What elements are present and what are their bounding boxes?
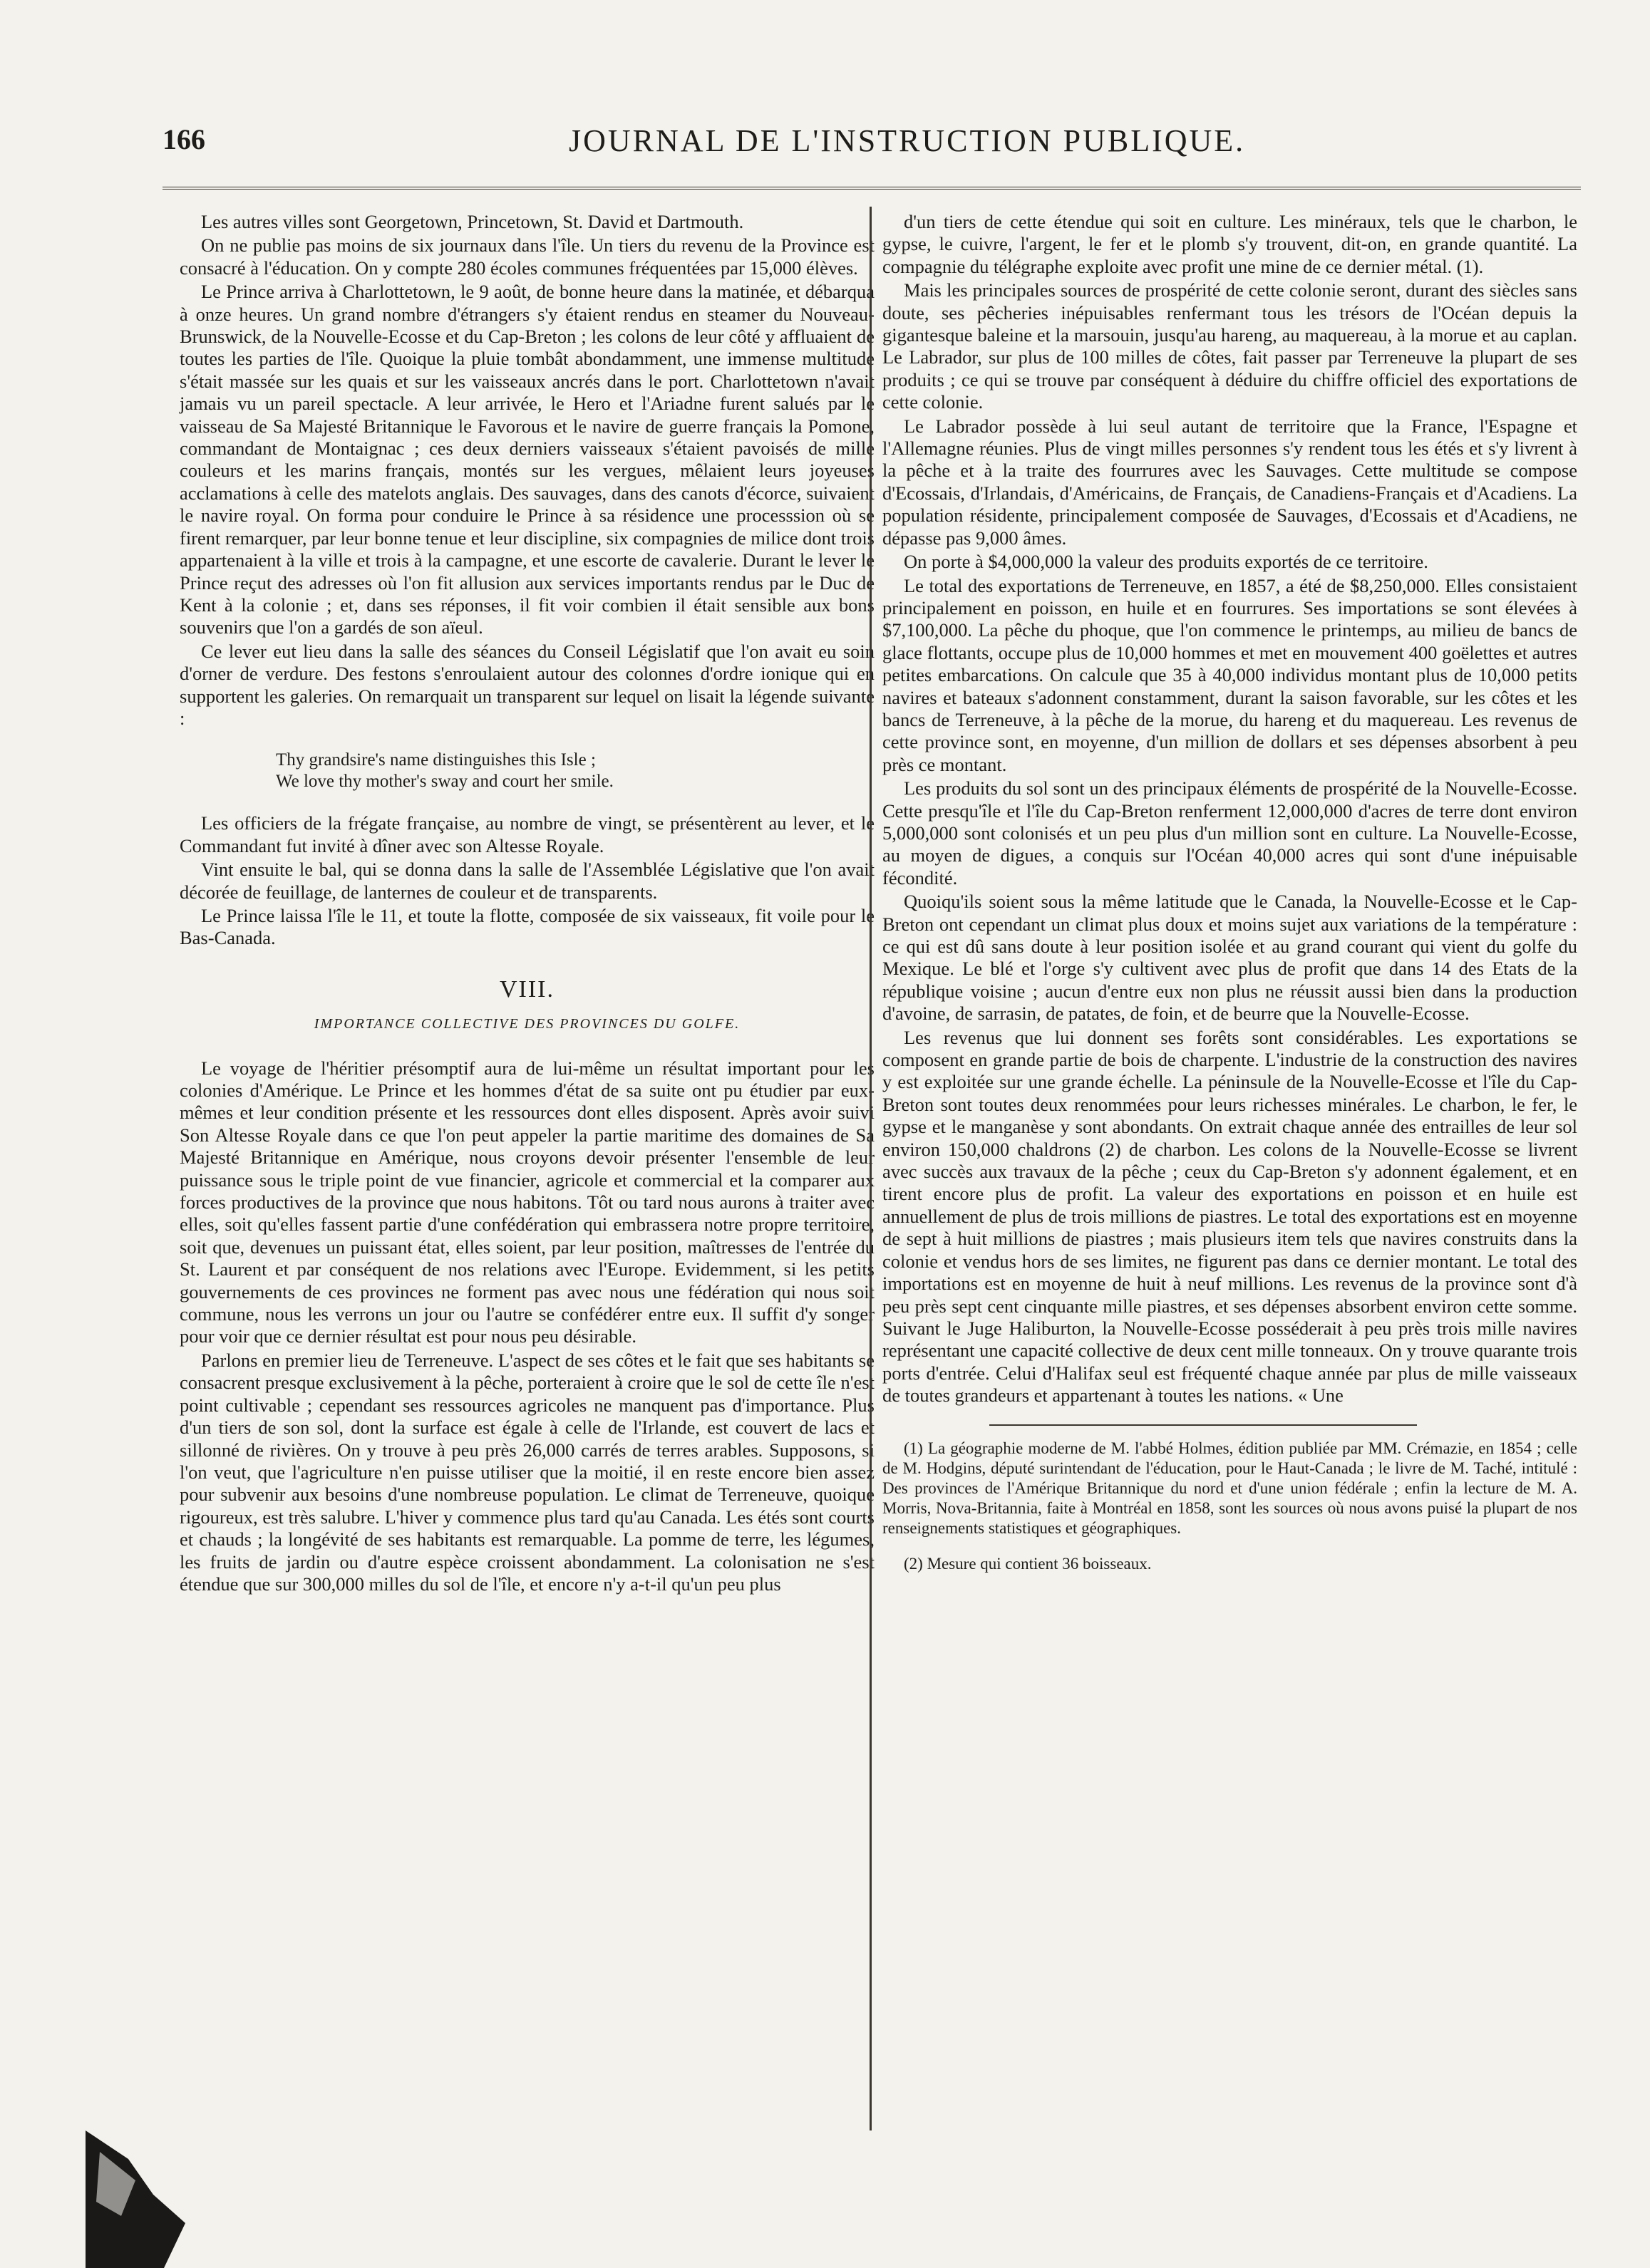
section-title: IMPORTANCE COLLECTIVE DES PROVINCES DU GOLFE. (314, 1016, 741, 1032)
paragraph: Le Prince laissa l'île le 11, et toute la flotte, composée de six vaisseaux, fit voile pour le Bas-Canada. (180, 904, 875, 949)
paragraph: Le voyage de l'héritier présomptif aura de lui-même un résultat important pour les colonies d'Amérique. Le Prince et les hommes d'état de sa suite ont pu étudier par eux-mêmes et leur condition présente et les ressources dont elles disposent. Après avoir suivi Son Altesse Royale dans ce que l'on peut appeler la partie maritime des domaines de Sa Majesté Britannique en Amérique, nous croyons devoir présenter l'ensemble de leur puissance sous le triple point de vue financier, agricole et commercial et la comparer aux forces productives de la province que nous habitons. Tôt ou tard nous aurons à traiter avec elles, soit qu'elles fassent partie d'une confédération qui embrassera notre propre territoire, soit que, devenues un puissant état, elles soient, par leur position, maîtresses de l'entrée du St. Laurent et par conséquent de nos relations avec l'Europe. Evidemment, si les petits gouvernements de ces provinces ne forment pas avec nous une fédération qui nous soit commune, nous les verrons un jour ou l'autre se confédérer entre eux. Il suffit d'y songer pour voir que ce dernier résultat est pour nous peu désirable. (180, 1057, 875, 1347)
paragraph: d'un tiers de cette étendue qui soit en culture. Les minéraux, tels que le charbon, le gypse, le cuivre, l'argent, le fer et le plomb s'y trouvent, dit-on, en grande quantité. La compagnie du télégraphe exploite avec profit une mine de ce dernier métal. (1). (882, 211, 1577, 277)
paragraph: Les revenus que lui donnent ses forêts sont considérables. Les exportations se composent en grande partie de bois de charpente. L'industrie de la construction des navires y est exploitée sur une grande échelle. La péninsule de la Nouvelle-Ecosse et l'île du Cap-Breton sont toutes deux renommées pour leurs richesses minérales. Le charbon, le fer, le gypse et le manganèse y sont abondants. On extrait chaque année des entrailles de leur sol environ 150,000 chaldrons (2) de charbon. Les colons de la Nouvelle-Ecosse se livrent avec succès aux travaux de la pêche ; ceux du Cap-Breton s'y adonnent également, et en tirent encore plus de profit. La valeur des exportations en poisson et en huile est annuellement de plus de trois millions de piastres. Le total des exportations est en moyenne de sept à huit millions de piastres ; mais plusieurs item tels que navires construits dans la colonie et vendus hors de ses limites, ne figurent pas dans ce dernier montant. Le total des importations est en moyenne de huit à neuf millions. Les revenus de la province sont d'à peu près sept cent cinquante mille piastres, et ses dépenses absorbent environ cette somme. Suivant le Juge Haliburton, la Nouvelle-Ecosse posséderait à peu près trois mille navires représentant une capacité collective de deux cent mille tonneaux. On y trouve quarante trois ports d'entrée. Celui d'Halifax seul est fréquenté chaque année par plus de mille vaisseaux de toutes grandeurs et appartenant à toutes les nations. « Une (882, 1026, 1577, 1407)
torn-corner-mark (86, 2109, 185, 2268)
paragraph: Vint ensuite le bal, qui se donna dans la salle de l'Assemblée Législative que l'on avait décorée de feuillage, de lanternes de couleur et de transparents. (180, 859, 875, 903)
right-column (882, 211, 1577, 1574)
paragraph: Les officiers de la frégate française, au nombre de vingt, se présentèrent au lever, et le Commandant fut invité à dîner avec son Altesse Royale. (180, 812, 875, 856)
verse-line: Thy grandsire's name distinguishes this Isle ; (276, 750, 596, 770)
footnote-rule (989, 1424, 1417, 1426)
footnote: (2) Mesure qui contient 36 boisseaux. (904, 1554, 1152, 1573)
footnote: (1) La géographie moderne de M. l'abbé Holmes, édition publiée par MM. Crémazie, en 1854 ; celle de M. Hodgins, député surintendant de l'éducation, pour le Haut-Canada ; le livre de M. Taché, intitulé : Des provinces de l'Amérique Britannique du nord et d'une union fédérale ; enfin la lecture de M. A. Morris, Nova-Britannia, faite à Montréal en 1858, sont les sources où nous avons puisé la plupart de nos renseignements statistiques et géographiques. (882, 1439, 1577, 1537)
verse-quote (276, 750, 875, 792)
paragraph: Ce lever eut lieu dans la salle des séances du Conseil Législatif que l'on avait eu soin d'orner de verdure. Des festons s'enroulaient autour des colonnes d'ordre ionique qui en supportent les galeries. On remarquait un transparent sur lequel on lisait la légende suivante : (180, 640, 875, 729)
paragraph: Le Labrador possède à lui seul autant de territoire que la France, l'Espagne et l'Allemagne réunies. Plus de vingt milles personnes s'y rendent tous les étés et s'y livrent à la pêche et à la traite des fourrures avec les Sauvages. Cette multitude se compose d'Ecossais, d'Irlandais, d'Américains, de Français, de Canadiens-Français et d'Acadiens. La population résidente, principalement composée de Sauvages, d'Ecossais et d'Acadiens, ne dépasse pas 9,000 âmes. (882, 415, 1577, 549)
paragraph: Le total des exportations de Terreneuve, en 1857, a été de $8,250,000. Elles consistaient principalement en poisson, en huile et en fourrures. Ses importations se sont élevées à $7,100,000. La pêche du phoque, que l'on commence le printemps, au milieu de bancs de glace flottants, occupe plus de 10,000 hommes et met en mouvement 400 goëlettes et autres petites embarcations. On calcule que 35 à 40,000 individus montant plus de 10,000 petits navires et bateaux s'adonnent constamment, durant la saison favorable, sur les côtes et les bancs de Terreneuve, à la pêche de la morue, du hareng et du maquereau. Les revenus de cette province sont, en moyenne, d'un million de dollars et ses dépenses absorbent à peu près ce montant. (882, 574, 1577, 775)
section-numeral: VIII. (499, 975, 555, 1003)
verse-line: We love thy mother's sway and court her smile. (276, 772, 614, 792)
running-title: JOURNAL DE L'INSTRUCTION PUBLIQUE. (569, 123, 1246, 158)
paragraph: Mais les principales sources de prospérité de cette colonie seront, durant des siècles sans doute, ses pêcheries inépuisables renfermant tous les trésors de l'Océan depuis la gigantesque baleine et la marsouin, jusqu'au hareng, au maquereau, à la morue et au caplan. Le Labrador, sur plus de 100 milles de côtes, fait passer par Terreneuve la plupart de ses produits ; ce qui se trouve par conséquent à déduire du chiffre officiel des exportations de cette colonie. (882, 279, 1577, 413)
paragraph: On ne publie pas moins de six journaux dans l'île. Un tiers du revenu de la Province est consacré à l'éducation. On y compte 280 écoles communes fréquentées par 15,000 élèves. (180, 234, 875, 279)
paragraph: Quoiqu'ils soient sous la même latitude que le Canada, la Nouvelle-Ecosse et le Cap-Breton ont cependant un climat plus doux et moins sujet aux variations de la température : ce qui est dû sans doute à leur position isolée et au grand courant qui vient du golfe du Mexique. Le blé et l'orge s'y cultivent avec plus de profit que dans 14 des Etats de la république voisine ; aucun d'entre eux non plus ne réussit aussi bien dans la production d'avoine, de sarrasin, de patates, de foin, et de beurre que la Nouvelle-Ecosse. (882, 891, 1577, 1025)
column-divider (870, 207, 872, 2130)
page-number: 166 (163, 123, 205, 155)
paragraph: Le Prince arriva à Charlottetown, le 9 août, de bonne heure dans la matinée, et débarqua à onze heures. Un grand nombre d'étrangers s'y étaient rendus en steamer du Nouveau-Brunswick, de la Nouvelle-Ecosse et du Cap-Breton ; les colons de leur côté y affluaient de toutes les parties de l'île. Quoique la pluie tombât abondamment, une immense multitude s'était massée sur les quais et sur les vaisseaux ancrés dans le port. Charlottetown n'avait jamais vu un pareil spectacle. A leur arrivée, le Hero et l'Ariadne furent salués par le vaisseau de Sa Majesté Britannique le Favorous et le navire de guerre français la Pomone, commandant de Montaignac ; ces deux derniers vaisseaux s'étaient pavoisés de mille couleurs et les marins français, montés sur les vergues, mêlaient leurs joyeuses acclamations à celle des matelots anglais. Des sauvages, dans des canots d'écorce, suivaient le navire royal. On forma pour conduire le Prince à sa résidence une processsion où se firent remarquer, par leur bonne tenue et leur discipline, six compagnies de milice dont trois appartenaient à la ville et trois à la campagne, et une escorte de cavalerie. Durant le lever le Prince reçut des adresses où l'on fit allusion aux services importants rendus par le Duc de Kent à la colonie ; et, dans ses réponses, il fit voir combien il était sensible aux bons souvenirs que l'on a gardés de son aïeul. (180, 281, 875, 638)
paragraph: Les produits du sol sont un des principaux éléments de prospérité de la Nouvelle-Ecosse. Cette presqu'île et l'île du Cap-Breton renferment 12,000,000 d'acres de terre dont environ 5,000,000 sont colonisés et un peu plus d'un million sont en culture. La Nouvelle-Ecosse, au moyen de digues, a conquis sur l'Océan 40,000 acres qui sont d'une inépuisable fécondité. (882, 777, 1577, 889)
page-header (163, 123, 1581, 165)
left-column (180, 211, 875, 1595)
paragraph: Parlons en premier lieu de Terreneuve. L'aspect de ses côtes et le fait que ses habitants se consacrent presque exclusivement à la pêche, porteraient à croire que le sol de cette île n'est point cultivable ; cependant ses ressources agricoles ne manquent pas d'importance. Plus d'un tiers de son sol, dont la surface est égale à celle de l'Irlande, est couvert de lacs et sillonné de rivières. On y trouve à peu près 26,000 carrés de terres arables. Supposons, si l'on veut, que l'agriculture n'en puisse utiliser que la moitié, il en reste encore bien assez pour subvenir aux besoins d'une nombreuse population. Le climat de Terreneuve, quoique rigoureux, est très salubre. L'hiver y commence plus tard qu'au Canada. Les étés sont courts et chauds ; la longévité de ses habitants est remarquable. La pomme de terre, les légumes, les fruits de jardin ou d'autre espèce croissent abondamment. La colonisation ne s'est étendue que sur 300,000 milles du sol de l'île, et encore n'y a-t-il qu'un peu plus (180, 1349, 875, 1595)
paragraph: On porte à $4,000,000 la valeur des produits exportés de ce territoire. (904, 551, 1428, 573)
paragraph: Les autres villes sont Georgetown, Princetown, St. David et Dartmouth. (201, 211, 744, 232)
header-rule (163, 187, 1581, 190)
